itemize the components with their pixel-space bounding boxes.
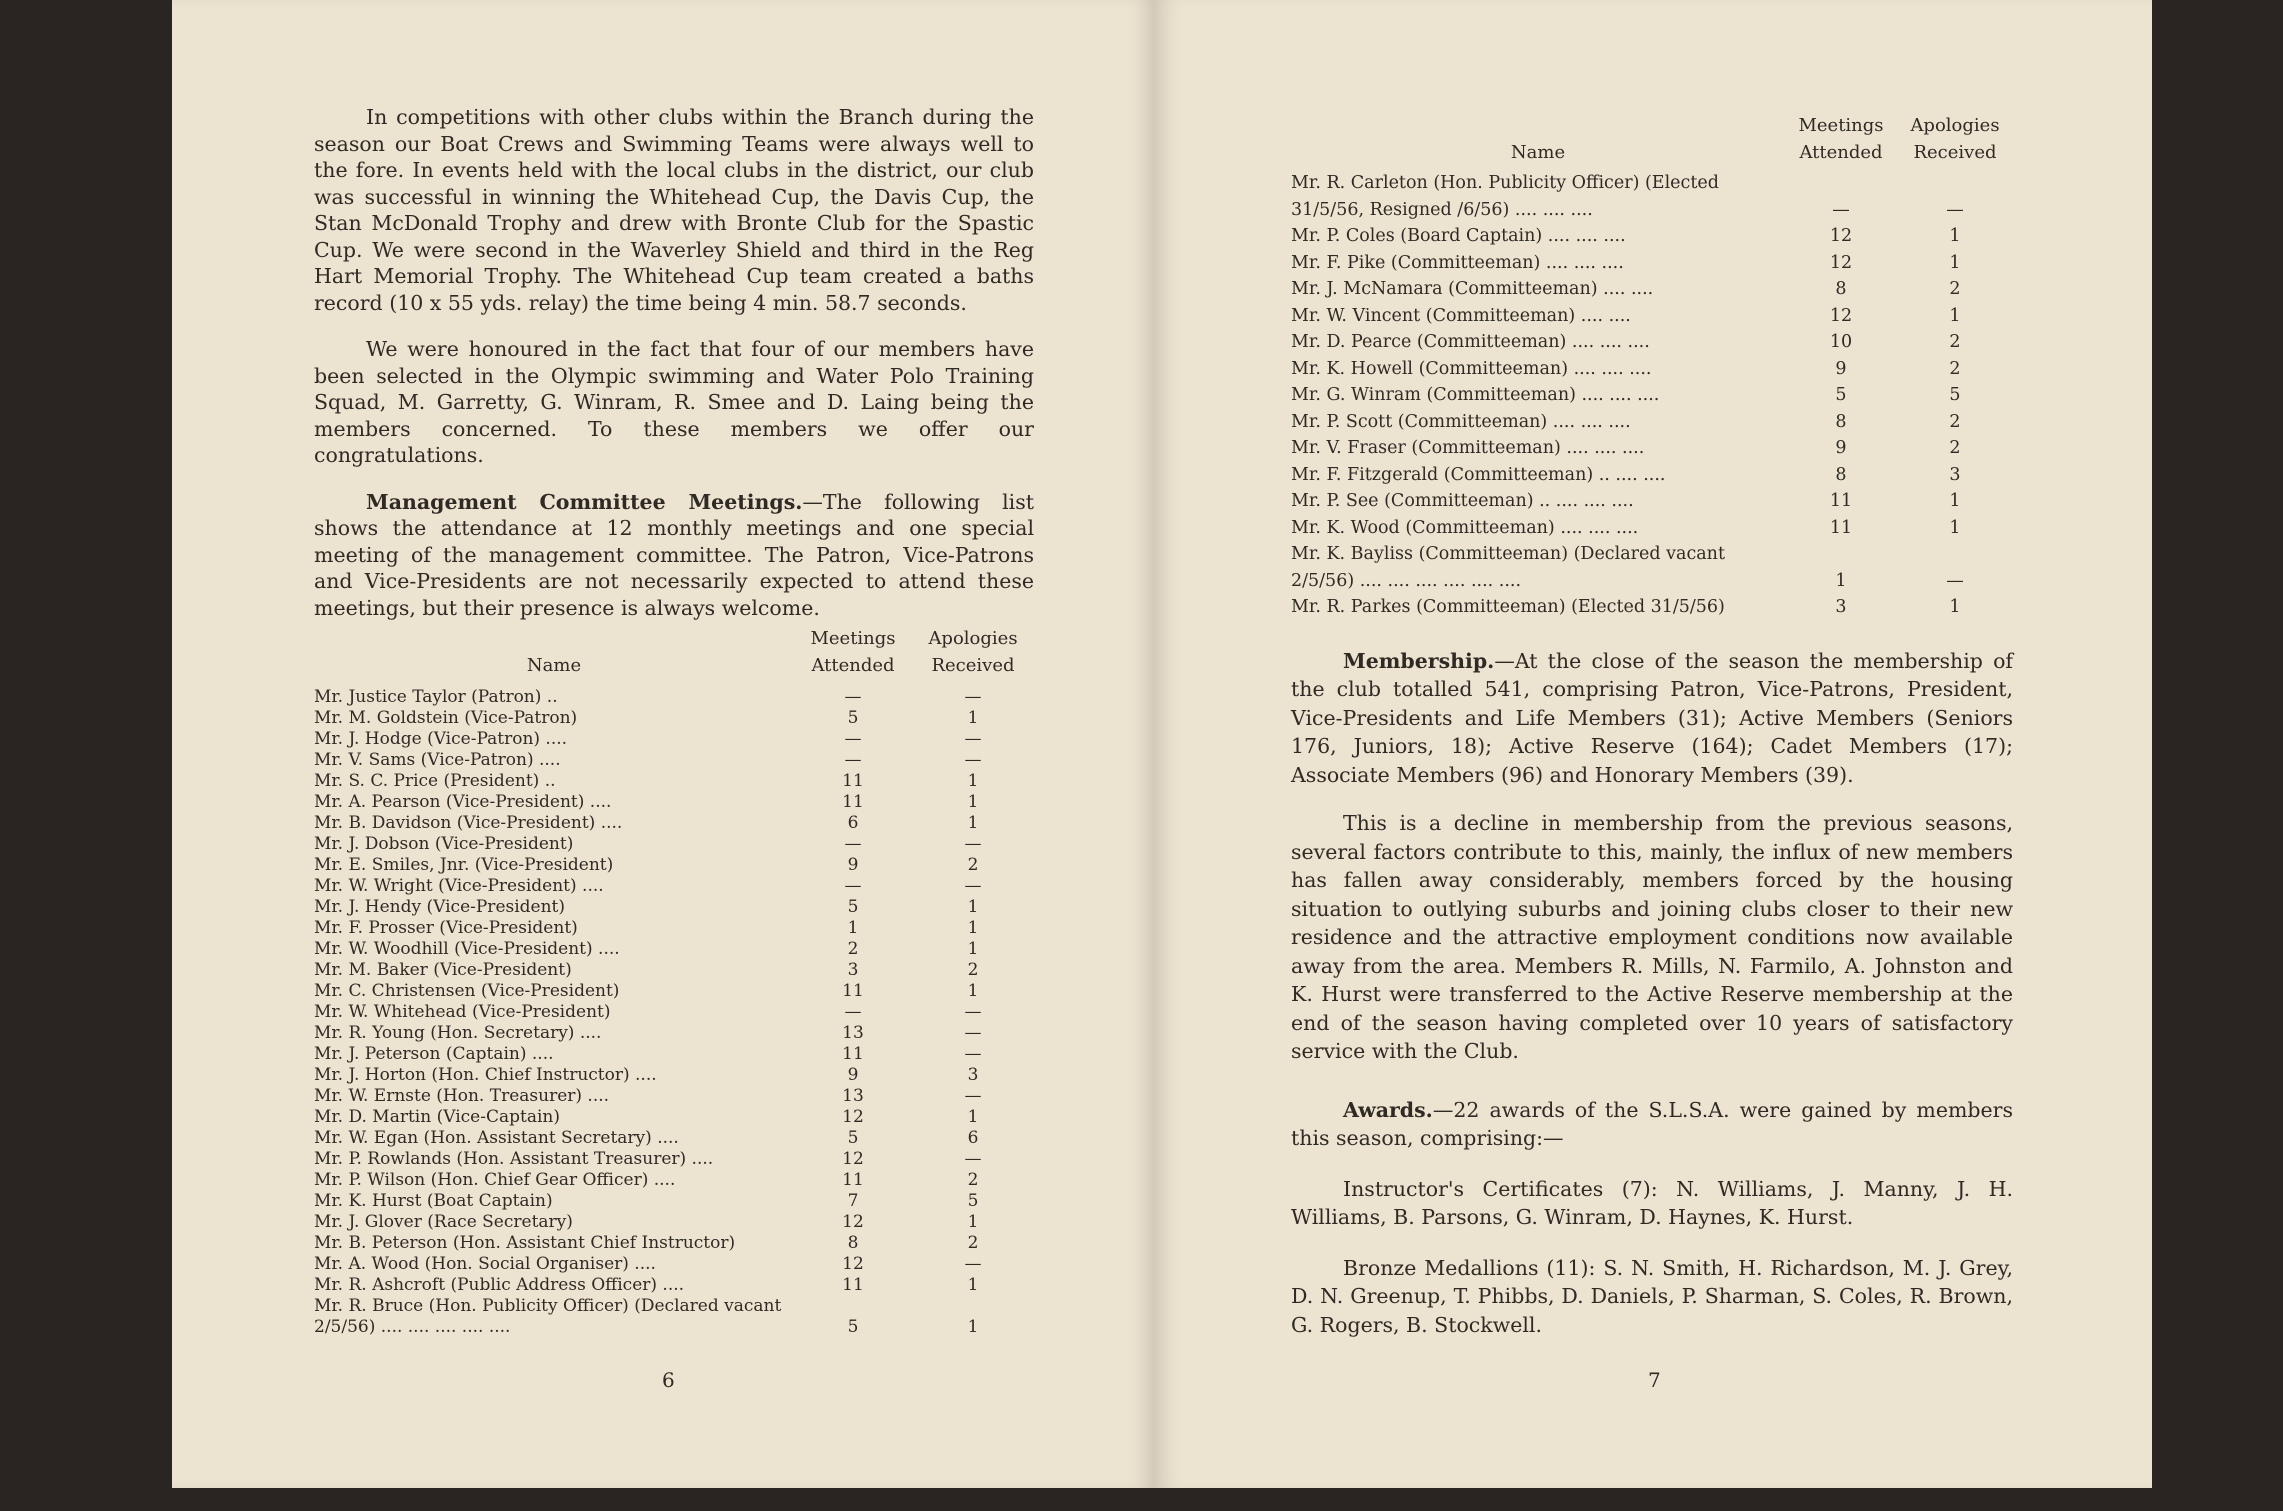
received-header-line2-right: Received — [1913, 142, 1997, 163]
member-name-cell: Mr. W. Vincent (Committeeman) .... .... — [1291, 305, 1631, 326]
apologies-received-cell: — — [964, 750, 982, 770]
meetings-attended-cell: 3 — [847, 960, 859, 980]
apologies-received-cell: 2 — [967, 855, 979, 875]
member-name-cell: Mr. A. Pearson (Vice-President) .... — [314, 792, 612, 812]
attendance-row — [1291, 356, 2013, 383]
page-number-left: 6 — [662, 1368, 675, 1392]
member-name-cell: Mr. J. Peterson (Captain) .... — [314, 1044, 554, 1064]
member-name-cell: Mr. C. Christensen (Vice-President) — [314, 981, 620, 1001]
member-name-cell: Mr. J. Horton (Hon. Chief Instructor) .... — [314, 1065, 657, 1085]
attendance-row — [314, 771, 1034, 792]
meetings-attended-cell: 11 — [842, 1170, 864, 1190]
meetings-attended-cell: 9 — [847, 1065, 859, 1085]
apologies-received-cell: 5 — [1949, 385, 1961, 405]
member-name-cell: Mr. G. Winram (Committeeman) .... .... .... — [1291, 385, 1660, 405]
meetings-attended-cell: 12 — [842, 1107, 864, 1127]
member-name-cell: Mr. B. Peterson (Hon. Assistant Chief Instructor) — [314, 1233, 736, 1253]
meetings-attended-cell: 6 — [847, 813, 859, 833]
attendance-row — [314, 813, 1034, 834]
attendance-row — [314, 1212, 1034, 1233]
apologies-received-cell: 1 — [967, 708, 979, 728]
attendance-row — [1291, 541, 2013, 594]
apologies-received-cell: 1 — [1949, 597, 1961, 617]
apologies-received-cell: 2 — [967, 1170, 979, 1190]
apologies-received-cell: 1 — [1949, 305, 1961, 326]
attendance-row — [314, 981, 1034, 1002]
member-name-cell: Mr. Justice Taylor (Patron) .. — [314, 687, 558, 707]
meetings-attended-cell: 9 — [1835, 438, 1847, 458]
member-name-cell: Mr. V. Sams (Vice-Patron) .... — [314, 750, 561, 770]
apologies-received-cell: 1 — [967, 918, 979, 938]
meetings-attended-cell: — — [844, 1002, 862, 1022]
apologies-received-cell: 2 — [967, 1233, 979, 1253]
meetings-attended-cell: 12 — [842, 1149, 864, 1169]
attendance-row — [314, 1023, 1034, 1044]
meetings-attended-cell: 12 — [1829, 226, 1853, 246]
apologies-received-cell: — — [964, 729, 982, 749]
attendance-row — [1291, 329, 2013, 356]
meetings-attended-cell: 13 — [842, 1086, 864, 1106]
membership-paragraph — [1291, 647, 2013, 790]
attendance-row — [314, 918, 1034, 939]
attendance-row — [1291, 462, 2013, 489]
member-name-cell: Mr. K. Wood (Committeeman) .... .... .... — [1291, 517, 1639, 538]
meetings-attended-cell: 12 — [842, 1212, 864, 1232]
meetings-attended-cell: 12 — [1829, 305, 1853, 326]
attendance-row — [1291, 409, 2013, 436]
apologies-received-cell: — — [964, 1254, 982, 1274]
apologies-received-cell: 1 — [967, 897, 979, 917]
member-name-cell: Mr. K. Bayliss (Committeeman) (Declared vacant 2/5/56) .... .... .... .... .... .... — [1291, 544, 1725, 591]
member-name-cell: Mr. S. C. Price (President) .. — [314, 771, 556, 791]
meetings-attended-header — [794, 625, 912, 679]
meetings-attended-cell: 11 — [842, 1044, 864, 1064]
received-header-line2: Received — [931, 655, 1015, 676]
member-name-cell: Mr. A. Wood (Hon. Social Organiser) .... — [314, 1254, 656, 1274]
attendance-row — [314, 1086, 1034, 1107]
attendance-row — [314, 729, 1034, 750]
awards-heading: Awards. — [1343, 1097, 1433, 1122]
awards-paragraph — [1291, 1096, 2013, 1153]
attendance-row — [314, 960, 1034, 981]
apologies-received-cell: 1 — [967, 813, 979, 833]
member-name-cell: Mr. V. Fraser (Committeeman) .... .... .... — [1291, 438, 1645, 458]
attendance-row — [314, 708, 1034, 729]
attendance-row — [1291, 515, 2013, 542]
attendance-row — [1291, 303, 2013, 330]
member-name-cell: Mr. K. Hurst (Boat Captain) — [314, 1191, 553, 1211]
attendance-row — [1291, 382, 2013, 409]
membership-decline-paragraph: This is a decline in membership from the previous seasons, several factors contribute to this, mainly, the influx of new members has fallen away considerably, members forced by the housing situation to outlying suburbs and joining clubs closer to their new residence and the attractive employment conditions now available away from the area. Members R. Mills, N. Farmilo, A. Johnston and K. Hurst were transferred to the Active Reserve membership at the end of the season having completed over 10 years of satisfactory service with the Club. — [1291, 811, 2013, 1063]
instructors-certificates-paragraph: Instructor's Certificates (7): N. Williams, J. Manny, J. H. Williams, B. Parsons, G. Winram, D. Haynes, K. Hurst. — [1291, 1176, 2013, 1229]
apologies-received-header — [912, 625, 1034, 679]
attendance-row — [314, 1275, 1034, 1296]
attendance-row — [314, 1128, 1034, 1149]
meetings-attended-cell: 12 — [1829, 252, 1853, 273]
attendance-row — [1291, 223, 2013, 250]
member-name-cell: Mr. F. Fitzgerald (Committeeman) .. .... .... — [1291, 464, 1666, 485]
attendance-row — [1291, 276, 2013, 303]
meetings-attended-cell: 11 — [1829, 517, 1853, 538]
awards-text: —22 awards of the S.L.S.A. were gained by members this season, comprising:— — [1291, 1097, 2013, 1150]
apologies-received-cell: 2 — [1949, 332, 1961, 352]
apologies-header-line1-right: Apologies — [1910, 115, 2000, 136]
member-name-cell: Mr. J. Dobson (Vice-President) — [314, 834, 574, 854]
member-name-cell: Mr. P. Wilson (Hon. Chief Gear Officer) .... — [314, 1170, 676, 1190]
attendance-header-row-right — [1291, 112, 2013, 166]
apologies-received-cell: — — [1946, 199, 1964, 220]
attendance-row — [314, 939, 1034, 960]
meetings-attended-cell: 1 — [847, 918, 859, 938]
membership-heading: Membership. — [1343, 648, 1495, 673]
member-name-cell: Mr. B. Davidson (Vice-President) .... — [314, 813, 623, 833]
apologies-received-cell: — — [964, 1149, 982, 1169]
apologies-received-cell: — — [964, 876, 982, 896]
member-name-cell: Mr. D. Martin (Vice-Captain) — [314, 1107, 560, 1127]
member-name-cell: Mr. E. Smiles, Jnr. (Vice-President) — [314, 855, 614, 875]
meetings-header-line1: Meetings — [810, 628, 896, 649]
member-name-cell: Mr. P. Coles (Board Captain) .... .... .... — [1291, 226, 1626, 246]
apologies-received-cell: 1 — [1949, 226, 1961, 246]
apologies-received-cell: 2 — [1949, 358, 1961, 379]
meetings-attended-cell: — — [1832, 199, 1850, 220]
member-name-cell: Mr. F. Pike (Committeeman) .... .... .... — [1291, 252, 1624, 273]
apologies-header-line1: Apologies — [928, 628, 1018, 649]
attendance-row — [314, 834, 1034, 855]
management-committee-heading: Management Committee Meetings. — [366, 489, 803, 514]
apologies-received-cell: — — [964, 687, 982, 707]
meetings-attended-cell: 12 — [842, 1254, 864, 1274]
meetings-attended-cell: — — [844, 750, 862, 770]
apologies-received-cell: 2 — [1949, 279, 1961, 299]
member-name-cell: Mr. W. Wright (Vice-President) .... — [314, 876, 604, 896]
meetings-attended-cell: 13 — [842, 1023, 864, 1043]
management-committee-paragraph — [314, 489, 1034, 622]
apologies-received-cell: 2 — [1949, 438, 1961, 458]
attendance-row — [314, 1107, 1034, 1128]
attendance-row — [314, 1002, 1034, 1023]
member-name-cell: Mr. W. Egan (Hon. Assistant Secretary) .... — [314, 1128, 679, 1148]
meetings-attended-cell: 1 — [1835, 570, 1847, 591]
attendance-row — [314, 1149, 1034, 1170]
apologies-received-cell: 1 — [967, 981, 979, 1001]
member-name-cell: Mr. J. Hendy (Vice-President) — [314, 897, 566, 917]
attendance-row — [314, 1170, 1034, 1191]
meetings-header-line1-right: Meetings — [1798, 115, 1884, 136]
member-name-cell: Mr. R. Bruce (Hon. Publicity Officer) (Declared vacant 2/5/56) .... .... .... .... .... — [314, 1296, 782, 1337]
meetings-attended-header-right — [1785, 112, 1897, 166]
left-page-content — [314, 104, 1034, 1338]
meetings-attended-cell: — — [844, 876, 862, 896]
attendance-header-row — [314, 625, 1034, 679]
meetings-attended-cell: — — [844, 834, 862, 854]
meetings-attended-cell: 9 — [847, 855, 859, 875]
meetings-attended-cell: 5 — [847, 897, 859, 917]
membership-text: —At the close of the season the membership of the club totalled 541, comprising Patron, Vice-Patrons, President, Vice-Presidents and Life Members (31); Active Members (Seniors 176, Juniors, 18); Active Reserve (164); Cadet Members (17); Associate Members (96) and Honorary Members (39). — [1291, 648, 2013, 787]
apologies-received-cell: — — [1946, 570, 1964, 591]
member-name-cell: Mr. J. McNamara (Committeeman) .... .... — [1291, 279, 1654, 299]
attendance-row — [1291, 170, 2013, 223]
attendance-row — [314, 792, 1034, 813]
olympic-squad-paragraph: We were honoured in the fact that four of our members have been selected in the Olympic swimming and Water Polo Training Squad, M. Garretty, G. Winram, R. Smee and D. Laing being the members concerned. To these members we offer our congratulations. — [314, 337, 1034, 467]
meetings-attended-cell: 5 — [1835, 385, 1847, 405]
meetings-attended-cell: 8 — [1835, 464, 1847, 485]
apologies-received-cell: 6 — [967, 1128, 979, 1148]
right-page-content — [1291, 112, 2013, 1359]
apologies-received-cell: 2 — [1949, 411, 1961, 432]
member-name-cell: Mr. R. Ashcroft (Public Address Officer) .... — [314, 1275, 685, 1295]
apologies-received-cell: — — [964, 1002, 982, 1022]
meetings-attended-cell: — — [844, 687, 862, 707]
meetings-attended-cell: 11 — [1829, 491, 1853, 511]
member-name-cell: Mr. F. Prosser (Vice-President) — [314, 918, 578, 938]
member-name-cell: Mr. W. Ernste (Hon. Treasurer) .... — [314, 1086, 610, 1106]
apologies-received-cell: 3 — [1949, 464, 1961, 485]
member-name-cell: Mr. P. Rowlands (Hon. Assistant Treasurer) .... — [314, 1149, 714, 1169]
attendance-row — [314, 1065, 1034, 1086]
name-column-header-right: Name — [1510, 142, 1566, 163]
meetings-attended-cell: 2 — [847, 939, 859, 959]
member-name-cell: Mr. R. Carleton (Hon. Publicity Officer) (Elected 31/5/56, Resigned /6/56) .... .... .... — [1291, 173, 1719, 220]
attendance-row — [314, 897, 1034, 918]
meetings-attended-cell: 11 — [842, 1275, 864, 1295]
meetings-attended-cell: 11 — [842, 771, 864, 791]
meetings-attended-cell: 11 — [842, 981, 864, 1001]
member-name-cell: Mr. P. See (Committeeman) .. .... .... .... — [1291, 491, 1634, 511]
member-name-cell: Mr. M. Baker (Vice-President) — [314, 960, 572, 980]
apologies-received-cell: 1 — [967, 792, 979, 812]
member-name-cell: Mr. J. Glover (Race Secretary) — [314, 1212, 573, 1232]
apologies-received-cell: 1 — [967, 1212, 979, 1232]
member-name-cell: Mr. K. Howell (Committeeman) .... .... .... — [1291, 358, 1652, 379]
meetings-attended-cell: 8 — [1835, 411, 1847, 432]
attendance-row — [314, 750, 1034, 771]
attendance-row — [1291, 594, 2013, 621]
attendance-row — [1291, 435, 2013, 462]
attendance-table-left — [314, 625, 1034, 1338]
apologies-received-cell: — — [964, 1023, 982, 1043]
member-name-cell: Mr. W. Whitehead (Vice-President) — [314, 1002, 611, 1022]
attendance-row — [314, 1191, 1034, 1212]
meetings-attended-cell: 5 — [847, 1128, 859, 1148]
attendance-row — [314, 1254, 1034, 1275]
apologies-received-cell: 1 — [967, 1317, 979, 1337]
meetings-attended-cell: 3 — [1835, 597, 1847, 617]
competitions-paragraph: In competitions with other clubs within the Branch during the season our Boat Crews and Swimming Teams were always well to the fore. In events held with the local clubs in the district, our club was successful in winning the Whitehead Cup, the Davis Cup, the Stan McDonald Trophy and drew with Bronte Club for the Spastic Cup. We were second in the Waverley Shield and third in the Reg Hart Memorial Trophy. The Whitehead Cup team created a baths record (10 x 55 yds. relay) the time being 4 min. 58.7 seconds. — [314, 105, 1034, 315]
attended-header-line2-right: Attended — [1799, 142, 1883, 163]
meetings-attended-cell: 5 — [847, 1317, 859, 1337]
member-name-cell: Mr. M. Goldstein (Vice-Patron) — [314, 708, 578, 728]
attendance-row — [314, 1233, 1034, 1254]
meetings-attended-cell: 11 — [842, 792, 864, 812]
page-number-right: 7 — [1648, 1368, 1661, 1392]
apologies-received-cell: — — [964, 834, 982, 854]
attendance-row — [1291, 488, 2013, 515]
left-page — [172, 0, 1155, 1488]
member-name-cell: Mr. R. Young (Hon. Secretary) .... — [314, 1023, 602, 1043]
attendance-row — [314, 876, 1034, 897]
apologies-received-cell: 1 — [967, 939, 979, 959]
apologies-received-cell: 1 — [967, 1107, 979, 1127]
attendance-row — [314, 687, 1034, 708]
apologies-received-cell: 1 — [1949, 517, 1961, 538]
attended-header-line2: Attended — [811, 655, 895, 676]
apologies-received-cell: 2 — [967, 960, 979, 980]
apologies-received-cell: 1 — [967, 1275, 979, 1295]
meetings-attended-cell: 9 — [1835, 358, 1847, 379]
attendance-row — [314, 1044, 1034, 1065]
apologies-received-cell: — — [964, 1086, 982, 1106]
apologies-received-header-right — [1897, 112, 2013, 166]
meetings-attended-cell: 10 — [1829, 332, 1853, 352]
apologies-received-cell: 5 — [967, 1191, 979, 1211]
bronze-medallions-paragraph: Bronze Medallions (11): S. N. Smith, H. Richardson, M. J. Grey, D. N. Greenup, T. Phibbs, D. Daniels, P. Sharman, S. Coles, R. Brown, G. Rogers, B. Stockwell. — [1291, 1255, 2013, 1337]
meetings-attended-cell: 8 — [1835, 279, 1847, 299]
apologies-received-cell: 1 — [1949, 252, 1961, 273]
management-committee-text: —The following list shows the attendance at 12 monthly meetings and one special meeting of the management committee. The Patron, Vice-Patrons and Vice-Presidents are not necessarily expected to attend these meetings, but their presence is always welcome. — [314, 489, 1034, 620]
meetings-attended-cell: 8 — [847, 1233, 859, 1253]
member-name-cell: Mr. D. Pearce (Committeeman) .... .... .... — [1291, 332, 1650, 352]
member-name-cell: Mr. P. Scott (Committeeman) .... .... .... — [1291, 411, 1631, 432]
meetings-attended-cell: — — [844, 729, 862, 749]
member-name-cell: Mr. R. Parkes (Committeeman) (Elected 31/5/56) — [1291, 597, 1725, 617]
attendance-row — [1291, 250, 2013, 277]
attendance-table-right — [1291, 112, 2013, 621]
attendance-row — [314, 1296, 1034, 1338]
meetings-attended-cell: 5 — [847, 708, 859, 728]
attendance-row — [314, 855, 1034, 876]
member-name-cell: Mr. W. Woodhill (Vice-President) .... — [314, 939, 620, 959]
apologies-received-cell: 3 — [967, 1065, 979, 1085]
meetings-attended-cell: 7 — [847, 1191, 859, 1211]
apologies-received-cell: 1 — [1949, 491, 1961, 511]
apologies-received-cell: — — [964, 1044, 982, 1064]
name-column-header: Name — [526, 655, 582, 676]
member-name-cell: Mr. J. Hodge (Vice-Patron) .... — [314, 729, 568, 749]
right-page — [1155, 0, 2152, 1488]
apologies-received-cell: 1 — [967, 771, 979, 791]
